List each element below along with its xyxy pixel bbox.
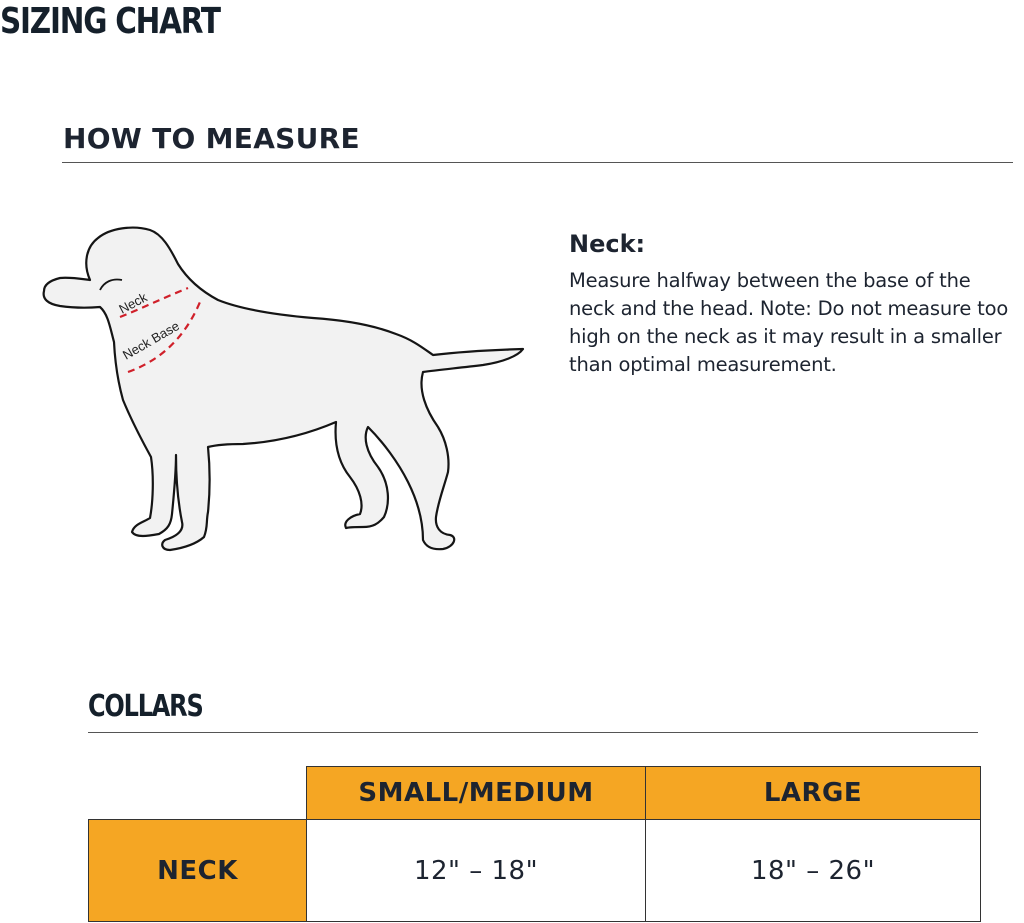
table-cell-small-medium-neck: 12" – 18" [306,819,646,922]
neck-instructions: Measure halfway between the base of the neck and the head. Note: Do not measure too high on the neck as it may result in a smaller than optimal measurement. [569,269,1009,376]
neck-heading: Neck: [569,230,646,258]
neck-base-diagram-label: Neck Base [120,318,182,363]
column-header-small-medium: SMALL/MEDIUM [306,766,646,820]
dog-silhouette [44,228,523,550]
neck-diagram-label: Neck [116,289,150,317]
page-title: SIZING CHART [0,1,220,42]
section-divider [62,162,1013,163]
table-cell-large-neck: 18" – 26" [645,819,981,922]
row-header-neck: NECK [88,819,307,922]
collars-heading: COLLARS [88,689,203,724]
dog-illustration [38,222,528,557]
section-divider [88,732,978,733]
column-header-large: LARGE [645,766,981,820]
size-table [88,766,981,922]
how-to-measure-heading: HOW TO MEASURE [63,122,360,155]
